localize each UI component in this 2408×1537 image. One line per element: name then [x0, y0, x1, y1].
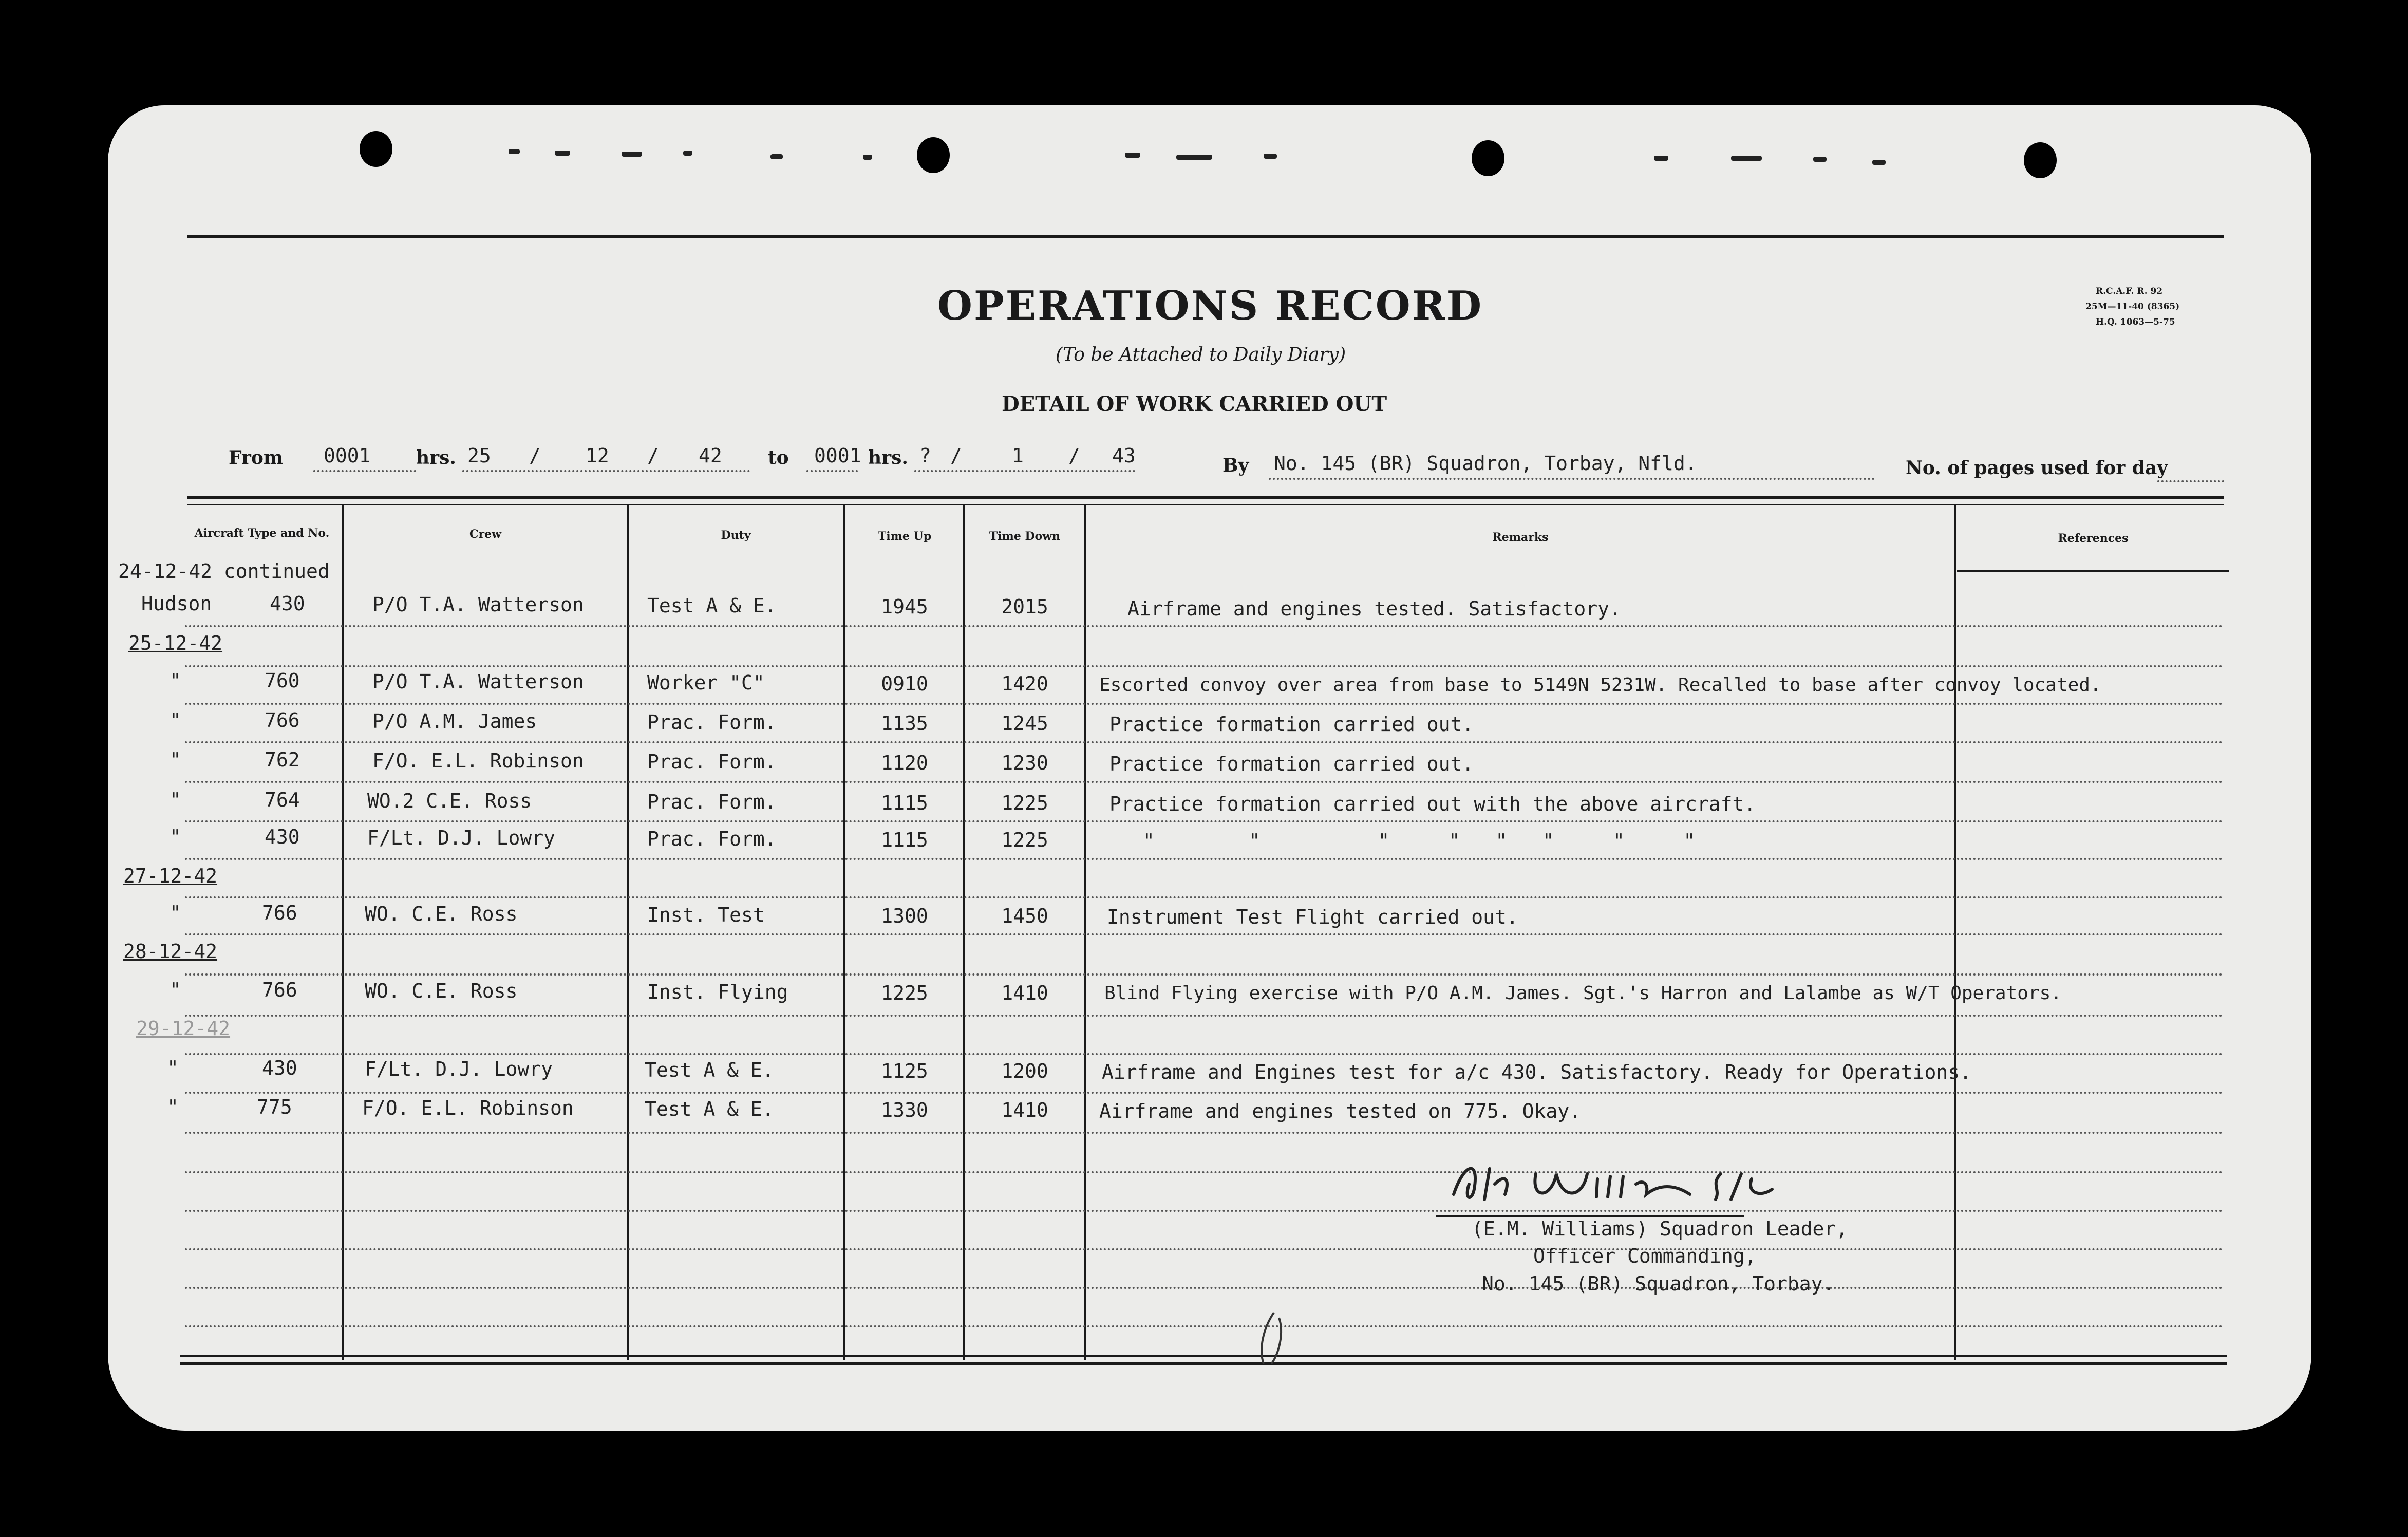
date-heading: 27-12-42 — [123, 865, 218, 887]
stray-pen-mark — [1253, 1307, 1294, 1369]
aircraft-number: 430 — [270, 592, 305, 615]
time-up-cell: 1225 — [881, 982, 928, 1004]
duty-cell: Inst. Test — [647, 904, 765, 926]
time-down-cell: 1450 — [1001, 905, 1048, 927]
aircraft-number: 762 — [265, 748, 300, 771]
crew-cell: F/O. E.L. Robinson — [362, 1097, 574, 1119]
time-up-cell: 1125 — [881, 1060, 928, 1082]
crew-cell: F/O. E.L. Robinson — [372, 749, 584, 772]
column-header-crew: Crew — [469, 528, 502, 541]
crew-cell: WO. C.E. Ross — [365, 980, 518, 1002]
ditto-mark: " — [167, 1057, 179, 1079]
remarks-cell: Practice formation carried out. — [1109, 753, 1474, 775]
time-down-cell: 1245 — [1001, 712, 1048, 735]
table-bottom-rule — [180, 1355, 2227, 1357]
ditto-mark: " — [170, 902, 181, 924]
time-up-cell: 1120 — [881, 752, 928, 774]
duty-cell: Prac. Form. — [647, 751, 777, 773]
duty-cell: Worker "C" — [647, 671, 765, 694]
to-month: 1 — [1012, 444, 1024, 467]
date-heading: 28-12-42 — [123, 940, 218, 963]
remarks-cell: Airframe and engines tested. Satisfactory. — [1127, 597, 1621, 620]
from-month: 12 — [586, 444, 609, 467]
date-heading: 29-12-42 — [136, 1017, 231, 1040]
date-heading: 25-12-42 — [128, 632, 223, 654]
to-label: to — [768, 447, 789, 468]
crew-cell: F/Lt. D.J. Lowry — [367, 827, 556, 849]
form-code: R.C.A.F. R. 92 — [2096, 286, 2163, 296]
form-code: 25M—11-40 (8365) — [2085, 302, 2180, 312]
column-header-references: References — [2058, 532, 2129, 545]
remarks-cell: Airframe and engines tested on 775. Okay. — [1099, 1100, 1581, 1122]
duty-cell: Prac. Form. — [647, 711, 777, 734]
aircraft-number: 775 — [257, 1096, 292, 1118]
duty-cell: Inst. Flying — [647, 981, 788, 1003]
by-label: By — [1222, 455, 1249, 476]
crew-cell: P/O T.A. Watterson — [372, 670, 584, 693]
crew-cell: P/O T.A. Watterson — [372, 593, 584, 616]
hrs-label: hrs. — [868, 447, 908, 468]
duty-cell: Test A & E. — [645, 1098, 774, 1120]
time-down-cell: 1225 — [1001, 829, 1048, 851]
operations-record-card: OPERATIONS RECORD (To be Attached to Daily Diary) DETAIL OF WORK CARRIED OUT R.C.A.F. R. 92 25M—11-40 (8365) H.Q. 1063—5-75 From 0001 hrs. 25 / 12 / 42 to 0001 hrs. ? / 1 / 43 By No. 145 (BR) Squadron, Torbay, Nfld. No. of pages used for day Aircraft Type and No. Crew Duty Time Up Time Down Remarks References 24-12-42 continued Hudson 430 P/O T.A. Watterson Test A & E. 1945 2015 Airframe and engines tested. Satisfactory. 25-12-42 " 760 P/O T.A. Watterson Worker "C" 0910 1420 Escorted convoy over area from base to 5149N 5231W. Recalled to base after convoy located. " 766 P/O A.M. James Prac. Form. 1135 1245 Practice formation carried out. " 762 F/O. E.L. Robinson Prac. Form. 1120 1230 Practice formation carried out. " 764 WO.2 C.E. Ross Prac. Form. 1115 1225 Practice formation carried out with the above aircraft. " 430 F/Lt. D.J. Lowry Prac. Form. 1115 1225 " " " " " " " " 27-12-42 " 766 WO. C.E. Ross Inst. Test 1300 1450 Instrument Test Flight carried out. 28-12-42 " 766 WO. C.E. Ross Inst. Flying 1225 1410 Blind Flying exercise with P/O A.M. James. Sgt.'s Harron and Lalambe as W/T Operators. 29-12-42 " 430 F/Lt. D.J. Lowry Test A & E. 1125 1200 Airframe and Engines test for a/c 430. Satisfactory. Ready for Operations. " 775 F/O. E.L. Robinson Test A & E. 1330 1410 Airframe and engines tested on 775. Okay. (E.M. Williams) Squadron Leader, Officer Commanding, No. 145 (BR) Squadron, Torbay. — [108, 105, 2311, 1431]
from-time: 0001 — [324, 444, 371, 467]
pages-used-label: No. of pages used for day — [1906, 457, 2168, 479]
ditto-mark: " — [170, 709, 181, 732]
column-header-time-down: Time Down — [989, 530, 1061, 543]
time-up-cell: 1115 — [881, 792, 928, 814]
aircraft-type: Hudson — [141, 592, 212, 615]
time-down-cell: 1420 — [1001, 672, 1048, 695]
time-up-cell: 1330 — [881, 1099, 928, 1121]
ditto-mark: " — [170, 748, 181, 771]
handwritten-signature — [1433, 1153, 1823, 1215]
crew-cell: F/Lt. D.J. Lowry — [365, 1058, 553, 1080]
duty-cell: Prac. Form. — [647, 791, 777, 813]
duty-cell: Test A & E. — [647, 594, 777, 617]
continued-note: 24-12-42 continued — [118, 560, 330, 583]
ditto-mark: " — [170, 979, 181, 1001]
remarks-cell: " " " " " " " " — [1143, 830, 1696, 852]
crew-cell: P/O A.M. James — [372, 710, 537, 733]
duty-cell: Test A & E. — [645, 1059, 774, 1081]
signature-name-line: (E.M. Williams) Squadron Leader, — [1472, 1217, 1848, 1240]
time-up-cell: 0910 — [881, 672, 928, 695]
ditto-mark: " — [170, 669, 181, 692]
ditto-mark: " — [170, 789, 181, 811]
time-up-cell: 1945 — [881, 595, 928, 618]
time-down-cell: 1200 — [1001, 1060, 1048, 1082]
aircraft-number: 430 — [265, 826, 300, 848]
crew-cell: WO. C.E. Ross — [365, 903, 518, 925]
aircraft-number: 766 — [265, 709, 300, 732]
time-up-cell: 1135 — [881, 712, 928, 735]
from-day: 25 — [467, 444, 491, 467]
ditto-mark: " — [170, 826, 181, 848]
time-down-cell: 2015 — [1001, 595, 1048, 618]
aircraft-number: 766 — [262, 902, 297, 924]
unit-name: No. 145 (BR) Squadron, Torbay, Nfld. — [1274, 452, 1697, 475]
to-year: 43 — [1112, 444, 1136, 467]
remarks-cell: Escorted convoy over area from base to 5149N 5231W. Recalled to base after convoy located. — [1099, 674, 2101, 696]
page-title: OPERATIONS RECORD — [937, 283, 1483, 329]
remarks-cell: Practice formation carried out with the above aircraft. — [1109, 793, 1756, 815]
detail-heading: DETAIL OF WORK CARRIED OUT — [1002, 392, 1387, 416]
column-header-remarks: Remarks — [1492, 531, 1549, 544]
from-label: From — [229, 447, 283, 468]
remarks-cell: Practice formation carried out. — [1109, 713, 1474, 736]
to-time: 0001 — [814, 444, 861, 467]
crew-cell: WO.2 C.E. Ross — [367, 790, 532, 812]
to-day: ? — [919, 444, 931, 467]
signature-unit-line: No. 145 (BR) Squadron, Torbay. — [1482, 1272, 1835, 1295]
time-down-cell: 1410 — [1001, 1099, 1048, 1121]
time-down-cell: 1225 — [1001, 792, 1048, 814]
column-header-duty: Duty — [721, 529, 751, 542]
time-down-cell: 1410 — [1001, 982, 1048, 1004]
page-subtitle: (To be Attached to Daily Diary) — [1056, 344, 1346, 365]
remarks-cell: Airframe and Engines test for a/c 430. Satisfactory. Ready for Operations. — [1102, 1061, 1971, 1083]
remarks-cell: Blind Flying exercise with P/O A.M. James. Sgt.'s Harron and Lalambe as W/T Operators. — [1104, 983, 2062, 1004]
aircraft-number: 760 — [265, 669, 300, 692]
remarks-cell: Instrument Test Flight carried out. — [1107, 906, 1518, 928]
column-header-aircraft: Aircraft Type and No. — [194, 527, 330, 540]
form-code: H.Q. 1063—5-75 — [2096, 317, 2175, 327]
ditto-mark: " — [167, 1096, 179, 1118]
hrs-label: hrs. — [416, 447, 456, 468]
signature-title-line: Officer Commanding, — [1533, 1245, 1757, 1267]
aircraft-number: 766 — [262, 979, 297, 1001]
operations-table — [108, 105, 2311, 1431]
time-up-cell: 1115 — [881, 829, 928, 851]
from-year: 42 — [699, 444, 722, 467]
aircraft-number: 430 — [262, 1057, 297, 1079]
aircraft-number: 764 — [265, 789, 300, 811]
duty-cell: Prac. Form. — [647, 828, 777, 850]
column-header-time-up: Time Up — [877, 530, 932, 543]
time-down-cell: 1230 — [1001, 752, 1048, 774]
time-up-cell: 1300 — [881, 905, 928, 927]
